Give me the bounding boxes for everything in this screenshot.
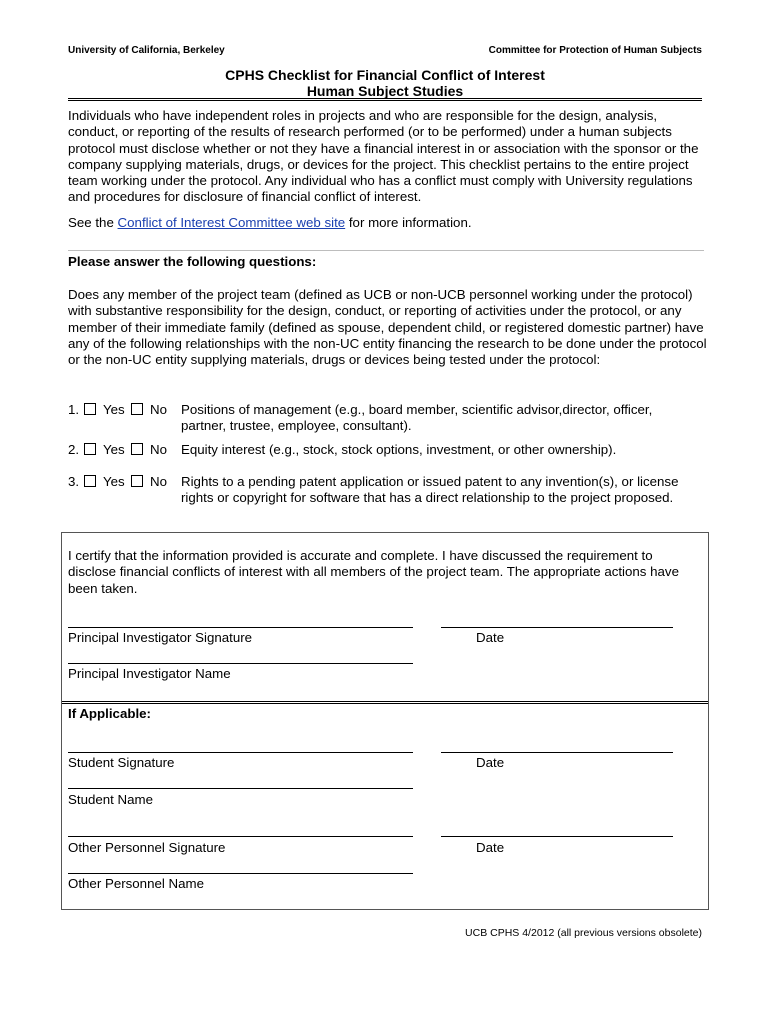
pi-signature-line[interactable] [68,627,413,628]
question-text: Rights to a pending patent application or issued patent to any invention(s), or license rights or copyright for software that has a direct relationship to the project proposed. [181,474,679,506]
other-date-line[interactable] [441,836,673,837]
yes-label: Yes [103,442,125,457]
q1-no-checkbox[interactable] [131,403,143,415]
student-name-label: Student Name [68,792,154,807]
title-line-2: Human Subject Studies [306,83,464,99]
other-signature-line[interactable] [68,836,413,837]
no-label: No [150,402,167,417]
see-prefix: See the [68,215,118,230]
student-name-line[interactable] [68,788,413,789]
student-date-line[interactable] [441,752,673,753]
no-label: No [150,442,167,457]
other-name-line[interactable] [68,873,413,874]
no-label: No [150,474,167,489]
pi-date-label: Date [476,630,505,645]
title-divider [68,98,702,101]
q2-yes-checkbox[interactable] [84,443,96,455]
header-committee: Committee for Protection of Human Subjects [488,45,702,56]
title-line-1: CPHS Checklist for Financial Conflict of Interest [225,67,545,83]
student-signature-line[interactable] [68,752,413,753]
pi-date-line[interactable] [441,627,673,628]
question-text: Positions of management (e.g., board member, scientific advisor,director, officer, partner, trustee, employee, consultant). [181,402,653,434]
question-number: 1. [68,402,80,417]
questions-intro: Does any member of the project team (defined as UCB or non-UCB personnel working under the protocol) with substantive responsibility for the design, conduct, or reporting of activities under the protocol, or any member of their immediate family (defined as spouse, dependent child, or registered domestic partner) have any of the following relationships with the non-UC entity financing the research to be done under the protocol or the non-UC entity supplying materials, drugs or devices being tested under the protocol: [68,287,707,368]
if-applicable-heading: If Applicable: [68,706,151,721]
section-divider [68,250,704,251]
questions-heading: Please answer the following questions: [68,254,317,269]
question-text: Equity interest (e.g., stock, stock options, investment, or other ownership). [181,442,617,457]
question-number: 3. [68,474,80,489]
pi-signature-label: Principal Investigator Signature [68,630,253,645]
student-signature-label: Student Signature [68,755,175,770]
q3-no-checkbox[interactable] [131,475,143,487]
q1-yes-checkbox[interactable] [84,403,96,415]
yes-label: Yes [103,474,125,489]
student-date-label: Date [476,755,505,770]
document-title [0,67,770,99]
pi-name-label: Principal Investigator Name [68,666,231,681]
intro-paragraph: Individuals who have independent roles in projects and who are responsible for the design, analysis, conduct, or reporting of the results of research performed (or to be performed) under a human subjects protocol must disclose whether or not they have a financial interest in or association with the sponsor or the company supplying materials, drugs, or devices for the project. This checklist pertains to the entire project team working under the protocol. Any individual who has a conflict must comply with University regulations and procedures for disclosure of financial conflict of interest. [68,108,699,205]
form-version-footer: UCB CPHS 4/2012 (all previous versions obsolete) [465,927,702,939]
q3-yes-checkbox[interactable] [84,475,96,487]
certification-statement: I certify that the information provided is accurate and complete. I have discussed the requirement to disclose financial conflicts of interest with all members of the project team. The appropriate actions have been taken. [68,548,679,596]
question-number: 2. [68,442,80,457]
coi-committee-link[interactable]: Conflict of Interest Committee web site [117,215,346,230]
other-signature-label: Other Personnel Signature [68,840,226,855]
other-date-label: Date [476,840,505,855]
see-suffix: for more information. [345,215,472,230]
if-applicable-divider [62,701,708,704]
pi-name-line[interactable] [68,663,413,664]
q2-no-checkbox[interactable] [131,443,143,455]
header-institution: University of California, Berkeley [68,45,225,56]
yes-label: Yes [103,402,125,417]
other-name-label: Other Personnel Name [68,876,204,891]
see-more-paragraph [68,215,708,231]
